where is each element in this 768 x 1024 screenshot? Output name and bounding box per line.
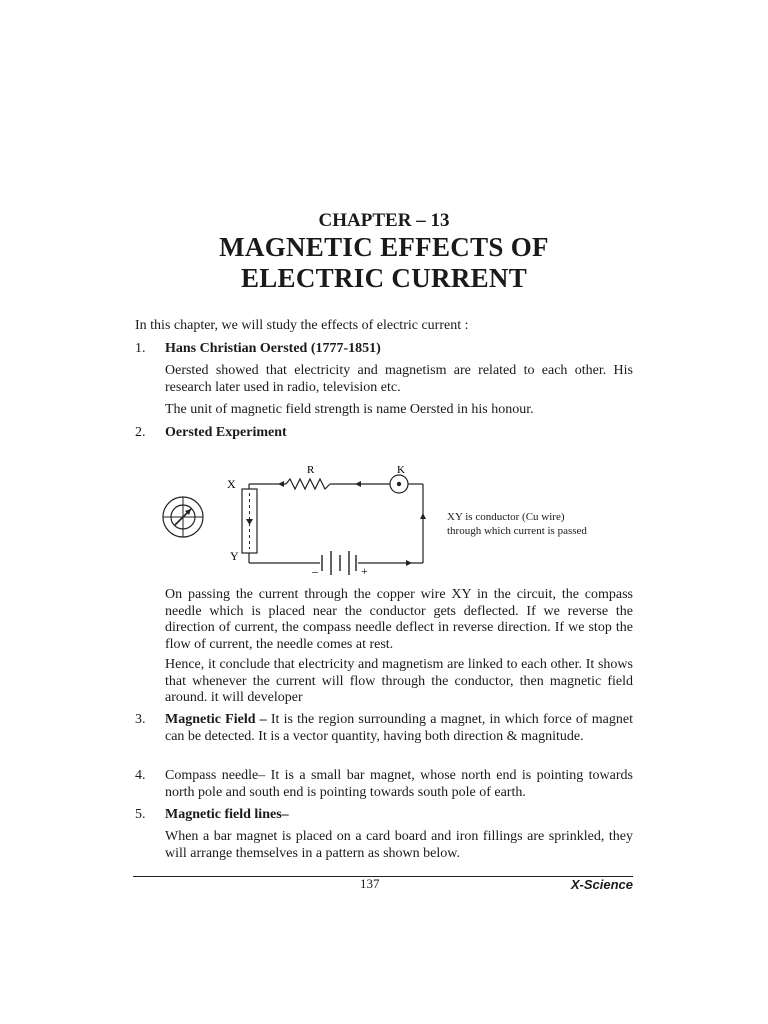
section-1-heading: Hans Christian Oersted (1777-1851) [165, 341, 381, 356]
chapter-number: CHAPTER – 13 [318, 210, 450, 231]
section-2-paragraph-2: Hence, it conclude that electricity and magnetism are linked to each other. It shows that whenever the current will flow through the conductor, then magnetic field around. it will developer [165, 657, 633, 705]
footer-rule [133, 876, 633, 877]
diagram-caption [447, 510, 587, 538]
caption-line-1: XY is conductor (Cu wire) [447, 511, 565, 523]
resistor-r [286, 479, 330, 489]
book-title: X-Science [570, 877, 633, 892]
section-1-paragraph-1: Oersted showed that electricity and magnetism are related to each other. His research later used in radio, television etc. [165, 363, 633, 395]
label-r: R [307, 464, 315, 476]
battery-icon [322, 551, 356, 575]
section-1-paragraph-2: The unit of magnetic field strength is name Oersted in his honour. [165, 402, 534, 417]
section-5-number: 5. [135, 807, 146, 822]
label-y: Y [230, 549, 239, 563]
oersted-circuit-diagram [150, 455, 450, 580]
label-minus: – [312, 564, 318, 578]
section-3-number: 3. [135, 712, 146, 727]
compass-icon [163, 497, 203, 537]
intro-text: In this chapter, we will study the effects of electric current : [135, 318, 469, 333]
chapter-title [0, 232, 768, 294]
caption-line-2: through which current is passed [447, 525, 587, 537]
section-5-heading: Magnetic field lines– [165, 807, 289, 822]
section-4-paragraph: Compass needle– It is a small bar magnet, whose north end is pointing towards north pole and south end is pointing towards south pole of earth. [165, 768, 633, 800]
page-number: 137 [360, 876, 380, 891]
section-1-number: 1. [135, 341, 146, 356]
title-line-2: ELECTRIC CURRENT [240, 263, 528, 293]
section-2-heading: Oersted Experiment [165, 425, 287, 440]
label-k: K [397, 464, 405, 476]
section-5-paragraph-1: When a bar magnet is placed on a card board and iron fillings are sprinkled, they will arrange themselves in a pattern as shown below. [165, 829, 633, 861]
title-line-1: MAGNETIC EFFECTS OF [219, 232, 549, 262]
label-x: X [227, 477, 236, 491]
section-2-number: 2. [135, 425, 146, 440]
section-2-paragraph-1: On passing the current through the copper wire XY in the circuit, the compass needle which is placed near the conductor gets deflected. If we reverse the direction of current, the compass needle deflect in reverse direction. If we stop the flow of current, the needle comes at rest. [165, 587, 633, 652]
section-3-paragraph [165, 712, 633, 745]
section-4-number: 4. [135, 768, 146, 783]
label-plus: + [361, 564, 368, 578]
section-3-heading: Magnetic Field – [165, 712, 267, 727]
section-3-text: It is the region surrounding a magnet, in which force of magnet can be detected. It is a vector quantity, having both direction & magnitude. [165, 712, 633, 744]
